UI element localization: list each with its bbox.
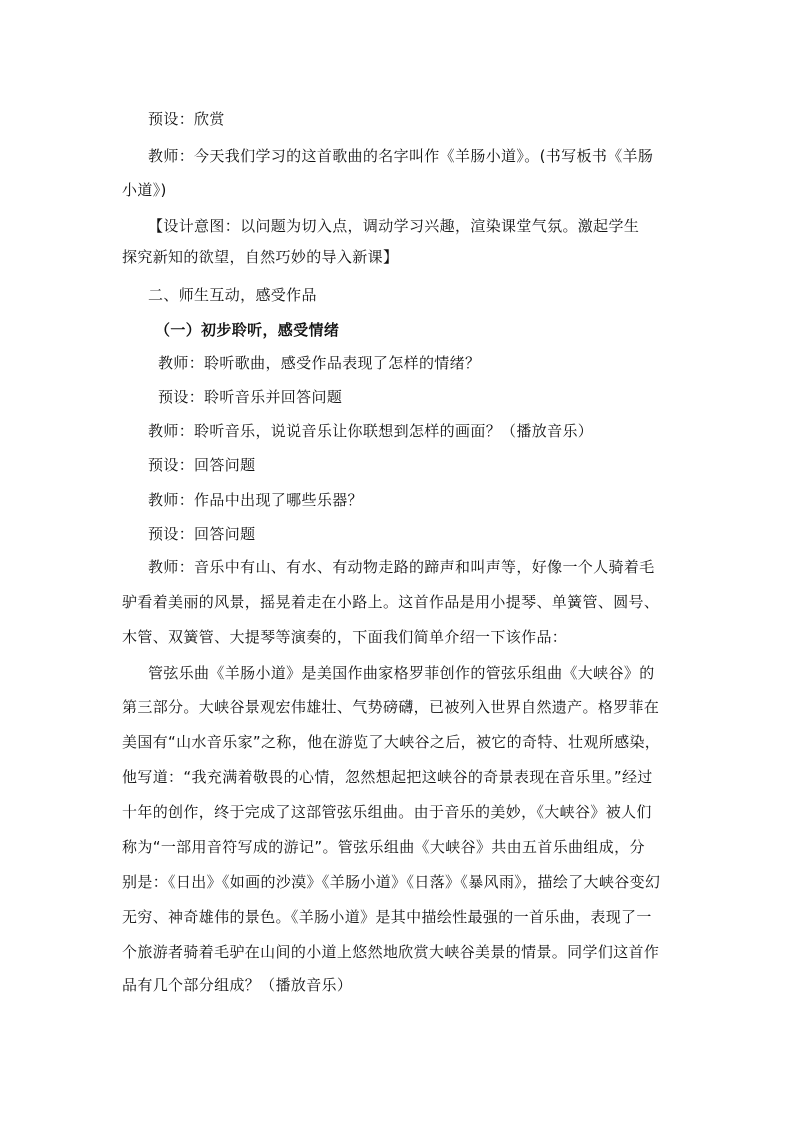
teacher-question-3: 教师：作品中出现了哪些乐器？ [148, 491, 363, 509]
teacher-description-line2: 驴看着美丽的风景，摇晃着走在小路上。这首作品是用小提琴、单簧管、圆号、 [122, 593, 660, 611]
intro-line2: 第三部分。大峡谷景观宏伟雄壮、气势磅礴，已被列入世界自然遗产。格罗菲在 [122, 698, 660, 716]
teacher-song-name-line1: 教师：今天我们学习的这首歌曲的名字叫作《羊肠小道》。(书写板书《羊肠 [148, 147, 654, 165]
intro-line5: 十年的创作，终于完成了这部管弦乐组曲。由于音乐的美妙，《大峡谷》被人们 [122, 803, 652, 821]
teacher-question-2: 教师：聆听音乐，说说音乐让你联想到怎样的画面？（播放音乐） [148, 422, 594, 440]
intro-line4: 他写道：“我充满着敬畏的心情，忽然想起把这峡谷的奇景表现在音乐里。”经过 [122, 768, 653, 786]
teacher-description-line3: 木管、双簧管、大提琴等演奏的，下面我们简单介绍一下该作品： [122, 628, 568, 646]
preset-answer-2: 预设：回答问题 [148, 456, 256, 474]
preset-appreciate: 预设：欣赏 [148, 110, 225, 128]
design-intent-line2: 探究新知的欲望，自然巧妙的导入新课】 [122, 248, 399, 266]
teacher-question-1: 教师：聆听歌曲，感受作品表现了怎样的情绪？ [158, 354, 481, 372]
teacher-song-name-line2: 小道》) [122, 181, 167, 199]
intro-line1: 管弦乐曲《羊肠小道》是美国作曲家格罗菲创作的管弦乐组曲《大峡谷》的 [148, 664, 655, 682]
intro-line7: 别是：《日出》《如画的沙漠》《羊肠小道》《日落》《暴风雨》，描绘了大峡谷变幻 [122, 873, 661, 891]
subsection-heading-one: （一）初步聆听，感受情绪 [155, 321, 340, 339]
intro-line8: 无穷、神奇雄伟的景色。《羊肠小道》是其中描绘性最强的一首乐曲，表现了一 [122, 908, 652, 926]
section-heading-two: 二、师生互动，感受作品 [148, 286, 317, 304]
intro-line6: 称为“一部用音符写成的游记”。管弦乐组曲《大峡谷》共由五首乐曲组成，分 [122, 838, 645, 856]
teacher-description-line1: 教师：音乐中有山、有水、有动物走路的蹄声和叫声等，好像一个人骑着毛 [148, 558, 655, 576]
intro-line3: 美国有“山水音乐家”之称，他在游览了大峡谷之后，被它的奇特、壮观所感染， [122, 733, 661, 751]
intro-line10: 品有几个部分组成？（播放音乐） [122, 976, 353, 994]
preset-answer-1: 预设：聆听音乐并回答问题 [158, 388, 343, 406]
preset-answer-3: 预设：回答问题 [148, 525, 256, 543]
design-intent-line1: 【设计意图：以问题为切入点，调动学习兴趣，渲染课堂气氛。激起学生 [148, 217, 640, 235]
intro-line9: 个旅游者骑着毛驴在山间的小道上悠然地欣赏大峡谷美景的情景。同学们这首作 [122, 943, 660, 961]
